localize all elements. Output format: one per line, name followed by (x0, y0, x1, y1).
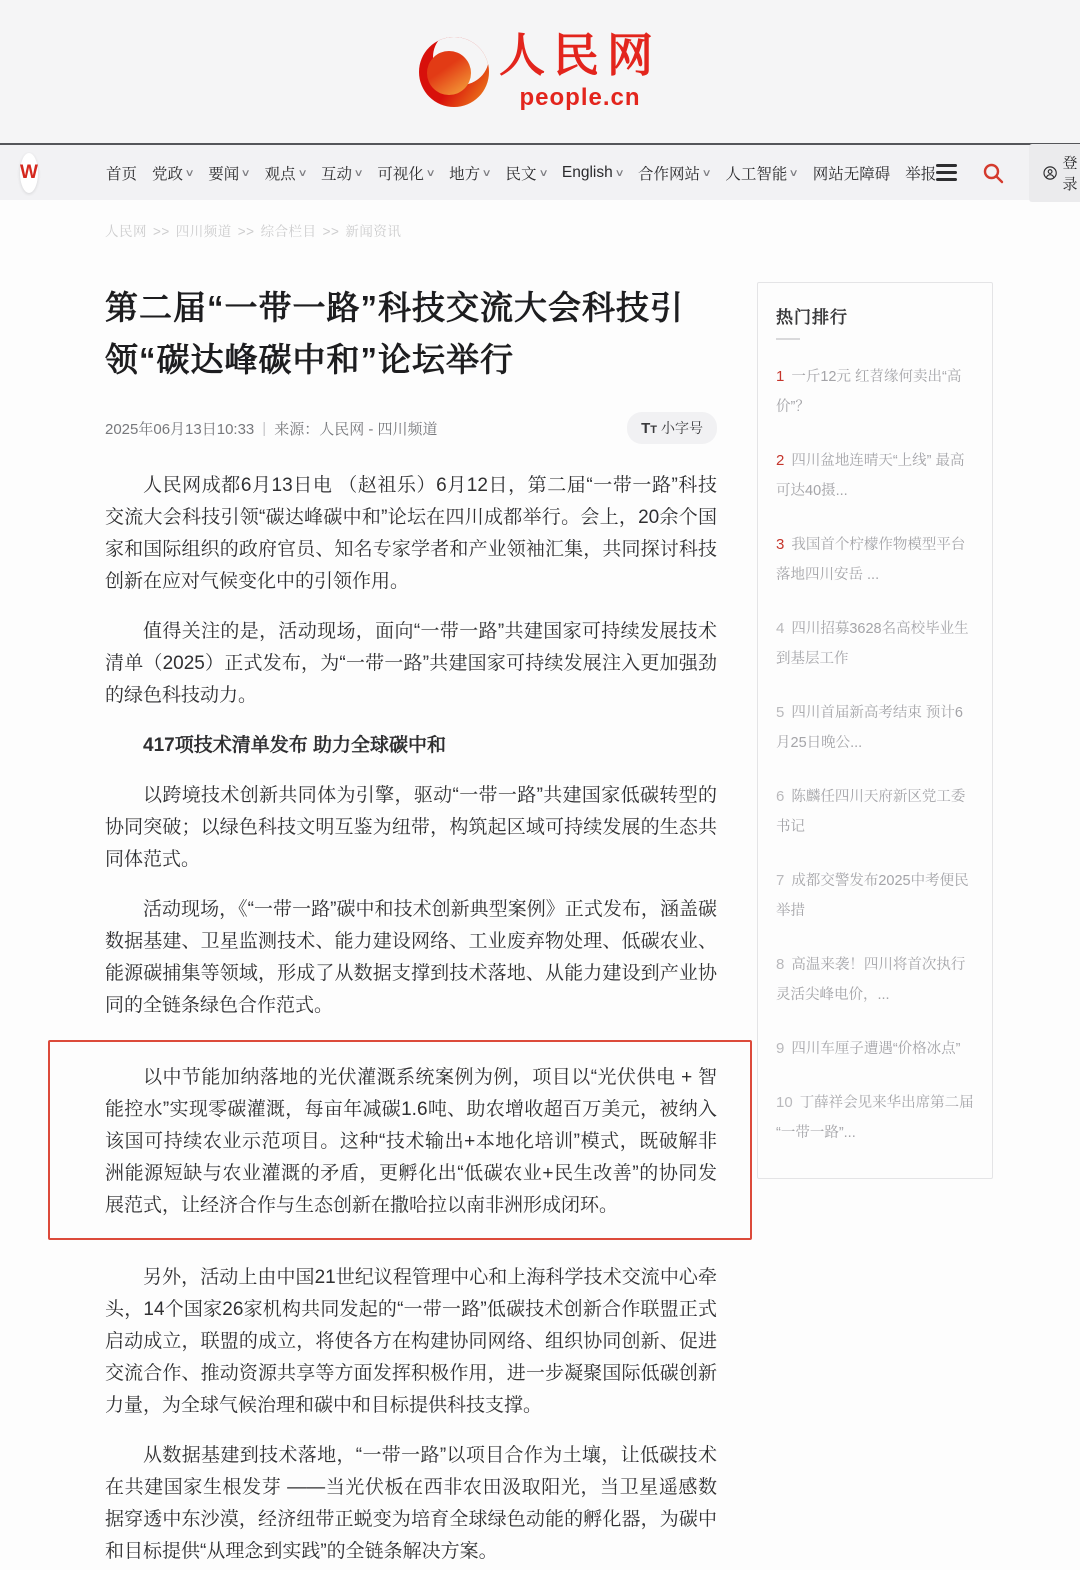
hot-list-item[interactable] (776, 614, 974, 674)
chevron-down-icon (789, 168, 799, 179)
publish-datetime: 2025年06月13日10:33 (105, 420, 255, 438)
article-body (105, 470, 717, 1568)
hot-item-title: 四川招募3628名高校毕业生到基层工作 (776, 621, 969, 667)
hot-list-item[interactable] (776, 866, 974, 926)
login-label: 登录 (1062, 154, 1078, 193)
logo-english: people.cn (519, 83, 641, 111)
rank-number: 10 (776, 1094, 793, 1111)
chevron-down-icon (425, 168, 435, 179)
breadcrumb: 人民网 >> 四川频道 >> 综合栏目 >> 新闻资讯 (105, 224, 402, 239)
article-meta: 2025年06月13日10:33 | 来源： 人民网 - 四川频道 TT 小字号 (105, 412, 717, 444)
hot-item-title: 陈麟任四川天府新区党工委书记 (776, 789, 966, 835)
section-subheading: 417项技术清单发布 助力全球碳中和 (143, 735, 446, 756)
chevron-down-icon (702, 168, 712, 179)
nav-item-minority-lang[interactable]: 民文 ∨ (506, 162, 547, 184)
nav-item-home[interactable]: 首页 (105, 165, 137, 183)
hot-list-item[interactable] (776, 362, 974, 422)
source-label: 来源： (274, 420, 320, 438)
content (0, 200, 1080, 1570)
hot-list-item[interactable] (776, 950, 974, 1010)
hot-ranking-title: 热门排行 (776, 308, 848, 327)
nav-item-local[interactable]: 地方 ∨ (449, 162, 490, 184)
chevron-down-icon (614, 168, 624, 179)
hot-item-title: 丁薛祥会见来华出席第二届“一带一路”... (776, 1095, 974, 1141)
article-title: 第二届“一带一路”科技交流大会科技引领“碳达峰碳中和”论坛举行 (105, 289, 684, 378)
paragraph: 另外，活动上由中国21世纪议程管理中心和上海科学技术交流中心牵头，14个国家26家机构共同发起的“一带一路”低碳技术创新合作联盟正式启动成立，联盟的成立，将使各方在构建协同网络、组织协同创新、促进交流合作、推动资源共享等方面发挥积极作用，进一步凝聚国际低碳创新力量，为全球气候治理和碳中和目标提供科技支撑。 (105, 1267, 717, 1416)
hot-list-item[interactable] (776, 530, 974, 590)
rank-number: 8 (776, 956, 785, 973)
chevron-down-icon (354, 168, 364, 179)
hot-item-title: 一斤12元 红苕缘何卖出“高价”？ (776, 369, 962, 415)
highlighted-annotation-box (48, 1040, 752, 1240)
breadcrumb-sichuan[interactable]: 四川频道 (175, 224, 232, 239)
logo-text (499, 31, 661, 112)
user-icon (1043, 164, 1057, 182)
paragraph: 以跨境技术创新共同体为引擎，驱动“一带一路”共建国家低碳转型的协同突破；以绿色科技文明互鉴为纽带，构筑起区域可持续发展的生态共同体范式。 (105, 785, 717, 870)
rank-number: 1 (776, 368, 785, 385)
main-nav (0, 143, 1080, 200)
nav-item-visual[interactable]: 可视化 ∨ (377, 162, 434, 184)
hot-list-item[interactable] (776, 698, 974, 758)
site-header (0, 0, 1080, 143)
paragraph: 人民网成都6月13日电 （赵祖乐）6月12日，第二届“一带一路”科技交流大会科技引领“碳达峰碳中和”论坛在四川成都举行。会上，20余个国家和国际组织的政府官员、知名专家学者和产业领袖汇集，共同探讨科技创新在应对气候变化中的引领作用。 (105, 475, 717, 592)
login-button[interactable] (1029, 144, 1080, 202)
font-size-icon: TT (641, 419, 657, 437)
rank-number: 3 (776, 536, 785, 553)
chevron-down-icon (241, 168, 251, 179)
hot-list-item[interactable] (776, 446, 974, 506)
nav-items (106, 162, 936, 184)
nav-item-partners[interactable]: 合作网站 ∨ (638, 162, 710, 184)
chevron-down-icon (538, 168, 548, 179)
rank-number: 4 (776, 620, 785, 637)
hot-item-title: 四川盆地连晴天“上线” 最高可达40摄... (776, 453, 965, 499)
people-cn-logo-icon (419, 37, 489, 107)
hot-item-title: 四川首届新高考结束 预计6月25日晚公... (776, 705, 963, 751)
rank-number: 7 (776, 872, 785, 889)
nav-right-group (936, 144, 1080, 202)
rank-number: 9 (776, 1040, 785, 1057)
highlighted-paragraph: 以中节能加纳落地的光伏灌溉系统案例为例，项目以“光伏供电 + 智能控水”实现零碳灌溉，每亩年减碳1.6吨、助农增收超百万美元，被纳入该国可持续农业示范项目。这种“技术输出+本地化培训”模式，既破解非洲能源短缺与农业灌溉的矛盾，更孵化出“低碳农业+民生改善”的协同发展范式，让经济合作与生态创新在撒哈拉以南非洲形成闭环。 (105, 1067, 717, 1216)
rank-number: 2 (776, 452, 785, 469)
search-icon[interactable] (981, 161, 1005, 185)
rank-number: 6 (776, 788, 785, 805)
hot-list-item[interactable] (776, 782, 974, 842)
w-mark: W (20, 161, 38, 183)
rank-number: 5 (776, 704, 785, 721)
nav-item-interact[interactable]: 互动 ∨ (321, 162, 362, 184)
nav-item-news[interactable]: 要闻 ∨ (208, 162, 249, 184)
title-underline (776, 338, 800, 340)
nav-item-ai[interactable]: 人工智能 ∨ (725, 162, 797, 184)
hot-item-title: 四川车厘子遭遇“价格冰点” (791, 1041, 961, 1057)
chevron-down-icon (185, 168, 195, 179)
chevron-down-icon (482, 168, 492, 179)
paragraph: 从数据基建到技术落地，“一带一路”以项目合作为土壤，让低碳技术在共建国家生根发芽 ——当光伏板在西非农田汲取阳光，当卫星遥感数据穿透中东沙漠，经济纽带正蜕变为培育全球绿色动能的孵化器，为碳中和目标提供“从理念到实践”的全链条解决方案。 (105, 1445, 717, 1562)
font-size-button[interactable] (627, 412, 717, 444)
chevron-down-icon (297, 168, 307, 179)
hamburger-menu-icon[interactable] (936, 160, 957, 185)
hot-list-item[interactable] (776, 1088, 974, 1148)
logo-chinese: 人民网 (499, 30, 661, 82)
w-logo-icon[interactable] (20, 153, 38, 193)
paragraph: 值得关注的是，活动现场，面向“一带一路”共建国家可持续发展技术清单（2025）正式发布，为“一带一路”共建国家可持续发展注入更加强劲的绿色科技动力。 (105, 621, 717, 706)
hot-item-title: 我国首个柠檬作物模型平台落地四川安岳 ... (776, 537, 966, 583)
breadcrumb-column[interactable]: 综合栏目 (260, 224, 317, 239)
nav-item-party[interactable]: 党政 ∨ (152, 162, 193, 184)
nav-item-accessibility[interactable]: 网站无障碍 (812, 165, 891, 183)
nav-item-opinion[interactable]: 观点 ∨ (265, 162, 306, 184)
nav-item-english[interactable]: English ∨ (562, 164, 623, 182)
hot-list-item[interactable] (776, 1034, 974, 1064)
source-link[interactable]: 人民网 - 四川频道 (319, 420, 438, 438)
hot-item-title: 成都交警发布2025中考便民举措 (776, 873, 969, 919)
hot-item-title: 高温来袭！四川将首次执行灵活尖峰电价，... (776, 957, 966, 1003)
nav-item-report[interactable]: 举报 (905, 165, 937, 183)
font-size-label: 小字号 (661, 420, 703, 436)
breadcrumb-newsinfo[interactable]: 新闻资讯 (345, 224, 402, 239)
hot-ranking-panel (757, 282, 993, 1179)
breadcrumb-people[interactable]: 人民网 (105, 224, 147, 239)
article (105, 282, 717, 1570)
site-logo[interactable] (419, 31, 661, 112)
paragraph: 活动现场，《“一带一路”碳中和技术创新典型案例》正式发布，涵盖碳数据基建、卫星监测技术、能力建设网络、工业废弃物处理、低碳农业、能源碳捕集等领域，形成了从数据支撑到技术落地、从能力建设到产业协同的全链条绿色合作范式。 (105, 899, 717, 1016)
